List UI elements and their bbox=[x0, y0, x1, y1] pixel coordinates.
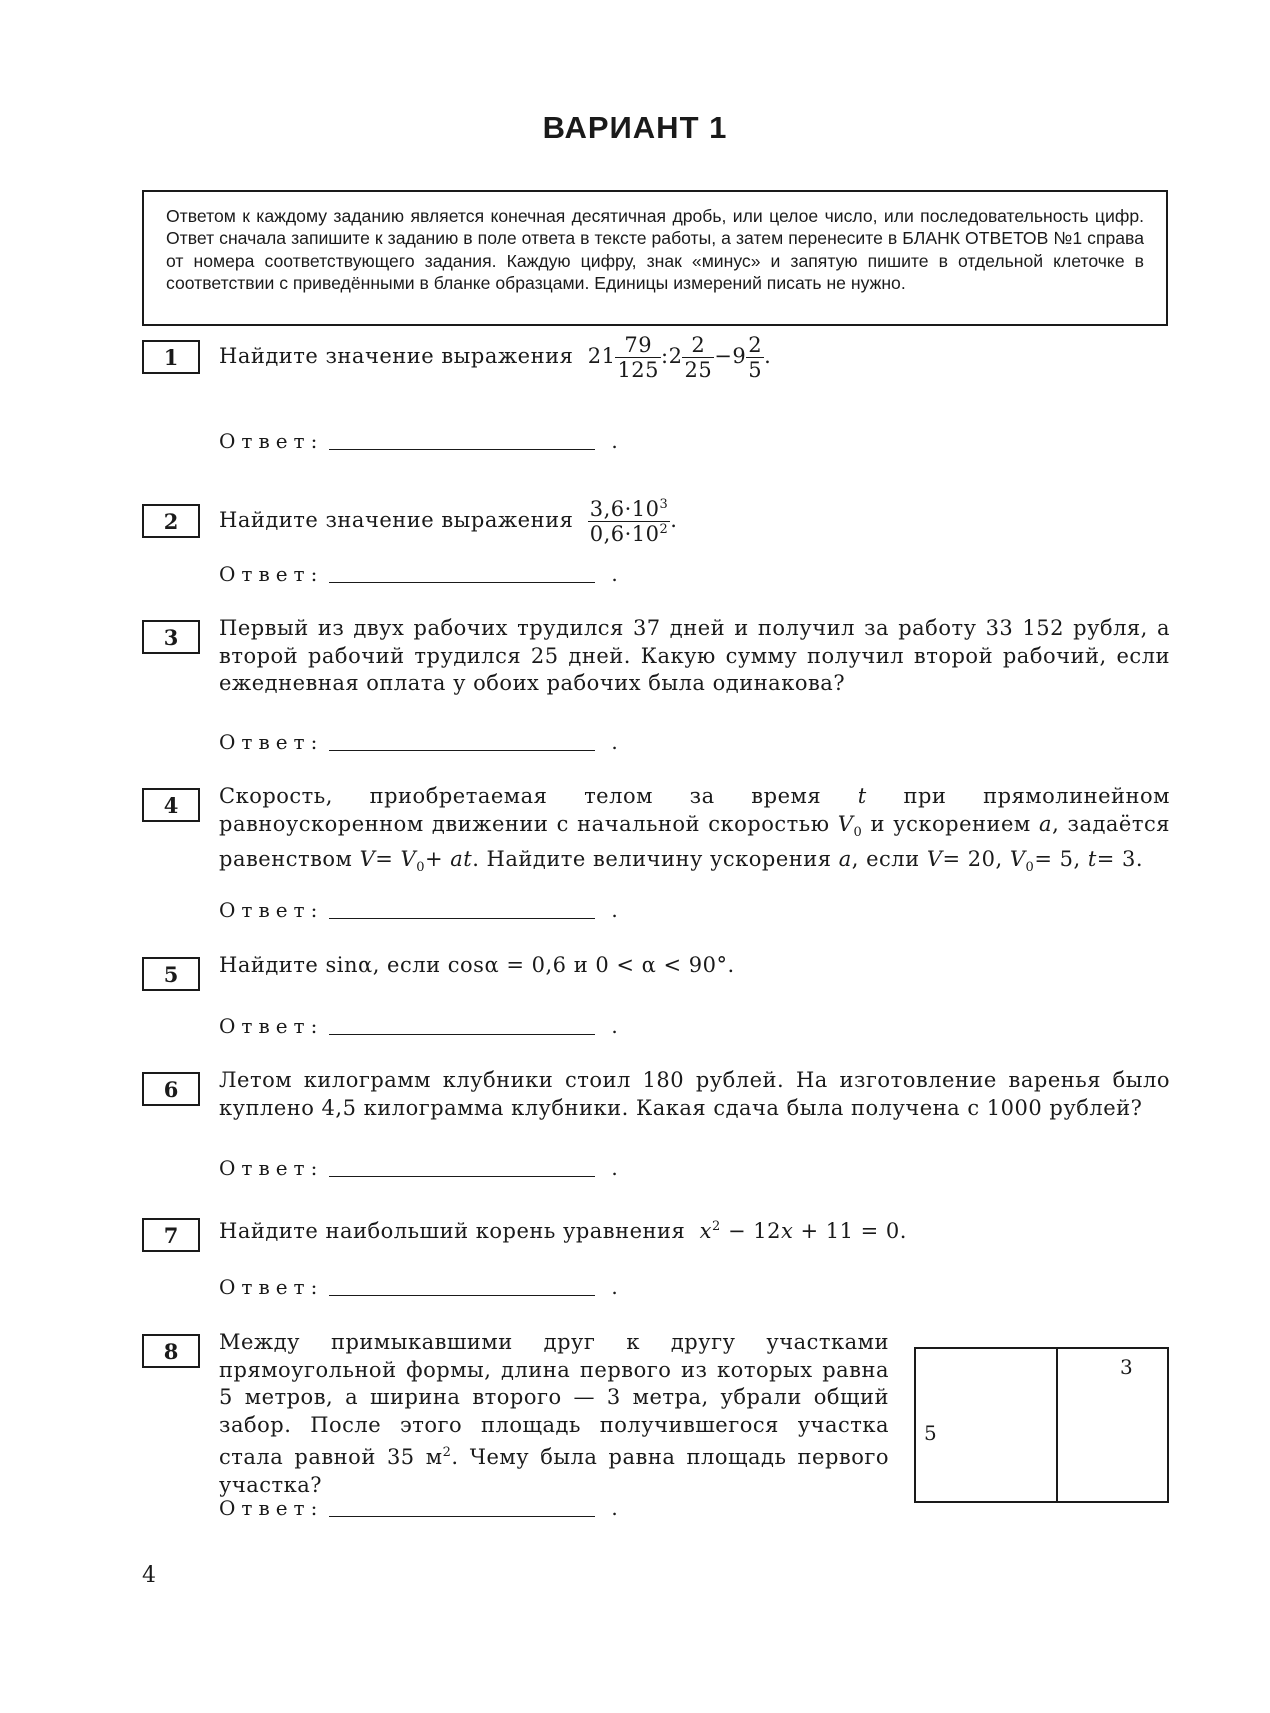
answer-line[interactable] bbox=[329, 902, 595, 919]
answer-line[interactable] bbox=[329, 1279, 595, 1296]
answer-field[interactable]: Ответ: . bbox=[219, 1496, 618, 1520]
answer-field[interactable]: Ответ: . bbox=[219, 429, 618, 453]
answer-label: Ответ: bbox=[219, 1496, 324, 1520]
task-text: Скорость, приобретаемая телом за время t при прямолинейном равноускоренном движении с начальной скоростью $V_0$ и ускорением a, задаётся равенством $V= V_0+$ at. Найдите величину ускорения a, если V= 20, $V_0= 5$, t= 3. bbox=[219, 784, 1170, 876]
instructions-box: Ответом к каждому заданию является конечная десятичная дробь, или целое число, или последовательность цифр. Ответ сначала запишите к заданию в поле ответа в тексте работы, а затем перенесите в БЛАНК ОТВЕТОВ №1 справа от номера соответствующего задания. Каждую цифру, знак «минус» и запятую пишите в отдельной клеточке в соответствии с приведёнными в бланке образцами. Единицы измерений писать не нужно. bbox=[142, 190, 1168, 326]
answer-label: Ответ: bbox=[219, 429, 324, 453]
task-text: Найдите sinα, если cosα = 0,6 и 0 < α < 90°. bbox=[219, 953, 735, 977]
fence-line bbox=[1056, 1349, 1058, 1501]
width-label: 3 bbox=[1120, 1355, 1133, 1379]
task-text: Найдите наибольший корень уравнения $x^2 - 12x + 11 = 0$. bbox=[219, 1219, 907, 1243]
math-expression: $\frac{3,6\cdot 10^3}{0,6\cdot 10^2}$ bbox=[589, 496, 669, 546]
task-prompt: Найдите значение выражения bbox=[219, 508, 574, 532]
task-text: Первый из двух рабочих трудился 37 дней и получил за работу 33 152 рубля, а второй рабочий трудился 25 дней. Какую сумму получил второй рабочий, если ежедневная оплата у обоих рабочих была одинакова? bbox=[219, 616, 1170, 695]
answer-field[interactable]: Ответ: . bbox=[219, 1275, 618, 1299]
answer-line[interactable] bbox=[329, 1160, 595, 1177]
answer-label: Ответ: bbox=[219, 1014, 324, 1038]
task-text bbox=[219, 322, 1170, 390]
plot-diagram bbox=[914, 1347, 1169, 1503]
length-label: 5 bbox=[924, 1421, 937, 1445]
answer-line[interactable] bbox=[329, 1500, 595, 1517]
task-number-box: 4 bbox=[142, 788, 200, 822]
answer-field[interactable]: Ответ: . bbox=[219, 898, 618, 922]
task-text: Летом килограмм клубники стоил 180 рублей. На изготовление варенья было куплено 4,5 килограмма клубники. Какая сдача была получена с 1000 рублей? bbox=[219, 1068, 1170, 1120]
answer-line[interactable] bbox=[329, 566, 595, 583]
answer-field[interactable]: Ответ: . bbox=[219, 1014, 618, 1038]
answer-label: Ответ: bbox=[219, 730, 324, 754]
task-prompt: Найдите значение выражения bbox=[219, 344, 574, 368]
task-text: Найдите значение выражения $\frac{3,6\cdot 10^3}{0,6\cdot 10^2}$ . bbox=[219, 496, 678, 546]
answer-field[interactable]: Ответ: . bbox=[219, 1156, 618, 1180]
page-title: ВАРИАНТ 1 bbox=[542, 110, 728, 145]
answer-label: Ответ: bbox=[219, 1156, 324, 1180]
math-expression: 21 $\frac{79}{125}$ :2 $\frac{2}{25}$ −9 $\frac{2}{5}$ . bbox=[587, 332, 772, 382]
answer-label: Ответ: bbox=[219, 1275, 324, 1299]
answer-field[interactable]: Ответ: . bbox=[219, 562, 618, 586]
answer-line[interactable] bbox=[329, 734, 595, 751]
task-text: Между примыкавшими друг к другу участками прямоугольной формы, длина первого из которых равна 5 метров, а ширина второго — 3 метра, убрали общий забор. После этого площадь получившегося участка стала равной 35 $м^2$. Чему была равна площадь первого участка? bbox=[219, 1330, 889, 1497]
answer-line[interactable] bbox=[329, 433, 595, 450]
task-number-box: 2 bbox=[142, 504, 200, 538]
answer-line[interactable] bbox=[329, 1018, 595, 1035]
task-number-box: 7 bbox=[142, 1218, 200, 1252]
task-number-box: 8 bbox=[142, 1334, 200, 1368]
task-number-box: 1 bbox=[142, 340, 200, 374]
answer-label: Ответ: bbox=[219, 898, 324, 922]
task-number-box: 6 bbox=[142, 1072, 200, 1106]
answer-field[interactable]: Ответ: . bbox=[219, 730, 618, 754]
task-number-box: 3 bbox=[142, 620, 200, 654]
answer-label: Ответ: bbox=[219, 562, 324, 586]
page-number: 4 bbox=[142, 1563, 156, 1588]
task-number-box: 5 bbox=[142, 957, 200, 991]
